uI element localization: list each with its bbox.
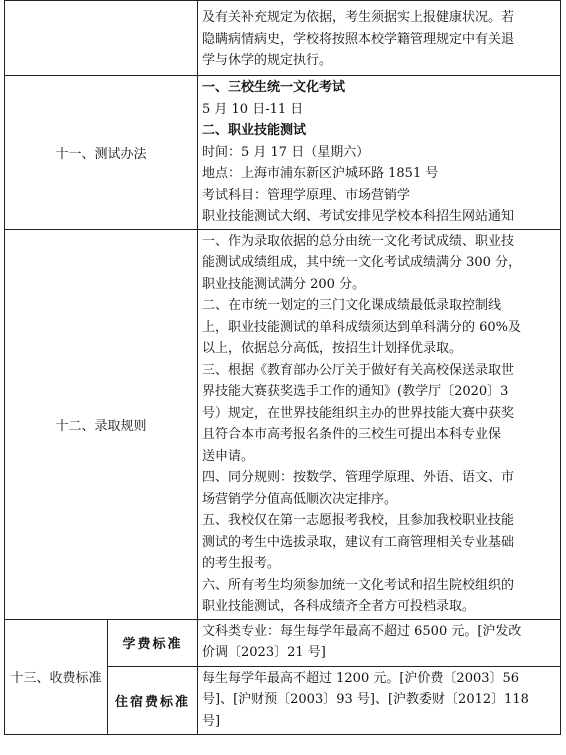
row-test-method [5, 76, 561, 230]
row12-content [198, 229, 561, 619]
row12-line: 职业技能测试，各科成绩齐全者方可投档录取。 [202, 599, 476, 614]
row12-line: 二、在市统一划定的三门文化课成绩最低录取控制线 [202, 298, 502, 313]
row11-line: 考试科目：管理学原理、市场营销学 [202, 187, 411, 203]
row13-label: 十三、收费标准 [5, 619, 108, 735]
row12-line: 以上，依据总分高低，按招生计划择优录取。 [202, 341, 463, 356]
row-health-continuation [5, 1, 561, 76]
row12-line: 号）规定，在世界技能组织主办的世界技能大赛中获奖 [202, 405, 515, 421]
row12-line: 四、同分规则：按数学、管理学原理、外语、语文、市 [202, 470, 515, 485]
row11-line: 职业技能测试大纲、考试安排见学校本科招生网站通知 [202, 209, 515, 224]
row12-line: 送申请。 [202, 448, 255, 464]
row12-line: 且符合本市高考报名条件的三校生可提出本科专业保 [202, 427, 502, 442]
row-prev-line: 隐瞒病情病史，学校将按照本校学籍管理规定中有关退 [202, 31, 515, 47]
row12-line: 职业技能测试满分 200 分。 [202, 276, 366, 292]
row-fees-tuition [5, 619, 561, 666]
row-prev-label-cell [5, 1, 198, 76]
policy-table [4, 0, 561, 735]
row11-line: 地点：上海市浦东新区沪城环路 1851 号 [202, 166, 439, 181]
tuition-content [198, 619, 561, 666]
row11-line: 5 月 10 日-11 日 [202, 101, 304, 117]
row12-line: 六、所有考生均须参加统一文化考试和招生院校组织的 [202, 577, 515, 593]
row11-line: 时间：5 月 17 日（星期六） [202, 144, 370, 160]
row12-line: 测试的考生中选拔录取，建议有工商管理相关专业基础 [202, 534, 515, 550]
dorm-content [198, 666, 561, 735]
tuition-line: 价调〔2023〕21 号] [202, 645, 326, 660]
dorm-line: 每生每学年最高不超过 1200 元。[沪价费〔2003〕56 [202, 670, 520, 686]
row11-label: 十一、测试办法 [5, 76, 198, 230]
admission-policy-table-page [4, 0, 560, 735]
dorm-line: 号]、[沪财预〔2003〕93 号]、[沪教委财〔2012〕118 [202, 692, 529, 707]
tuition-label: 学费标准 [108, 619, 198, 666]
row12-line: 界技能大赛获奖选手工作的通知》(教学厅〔2020〕3 [202, 384, 509, 399]
row-admission-rules [5, 229, 561, 619]
row11-line: 一、三校生统一文化考试 [202, 80, 346, 95]
row-prev-line: 及有关补充规定为依据，考生须据实上报健康状况。若 [202, 10, 515, 25]
row12-label: 十二、录取规则 [5, 229, 198, 619]
row12-line: 的考生报考。 [202, 556, 281, 571]
dorm-label: 住宿费标准 [108, 666, 198, 735]
row12-line: 五、我校仅在第一志愿报考我校，且参加我校职业技能 [202, 513, 515, 528]
row11-line: 二、职业技能测试 [202, 123, 307, 138]
row-prev-line: 学与休学的规定执行。 [202, 53, 333, 68]
row12-line: 场营销学分值高低顺次决定排序。 [202, 491, 398, 507]
row11-content [198, 76, 561, 230]
row12-line: 上，职业技能测试的单科成绩须达到单科满分的 60%及 [202, 319, 522, 335]
tuition-line: 文科类专业：每生每学年最高不超过 6500 元。[沪发改 [202, 623, 522, 639]
dorm-line: 号] [202, 713, 221, 729]
row12-line: 能测试成绩组成，其中统一文化考试成绩满分 300 分， [202, 255, 522, 270]
row12-line: 三、根据《教育部办公厅关于做好有关高校保送录取世 [202, 362, 515, 378]
row12-line: 一、作为录取依据的总分由统一文化考试成绩、职业技 [202, 233, 515, 249]
row-prev-content [198, 1, 561, 76]
